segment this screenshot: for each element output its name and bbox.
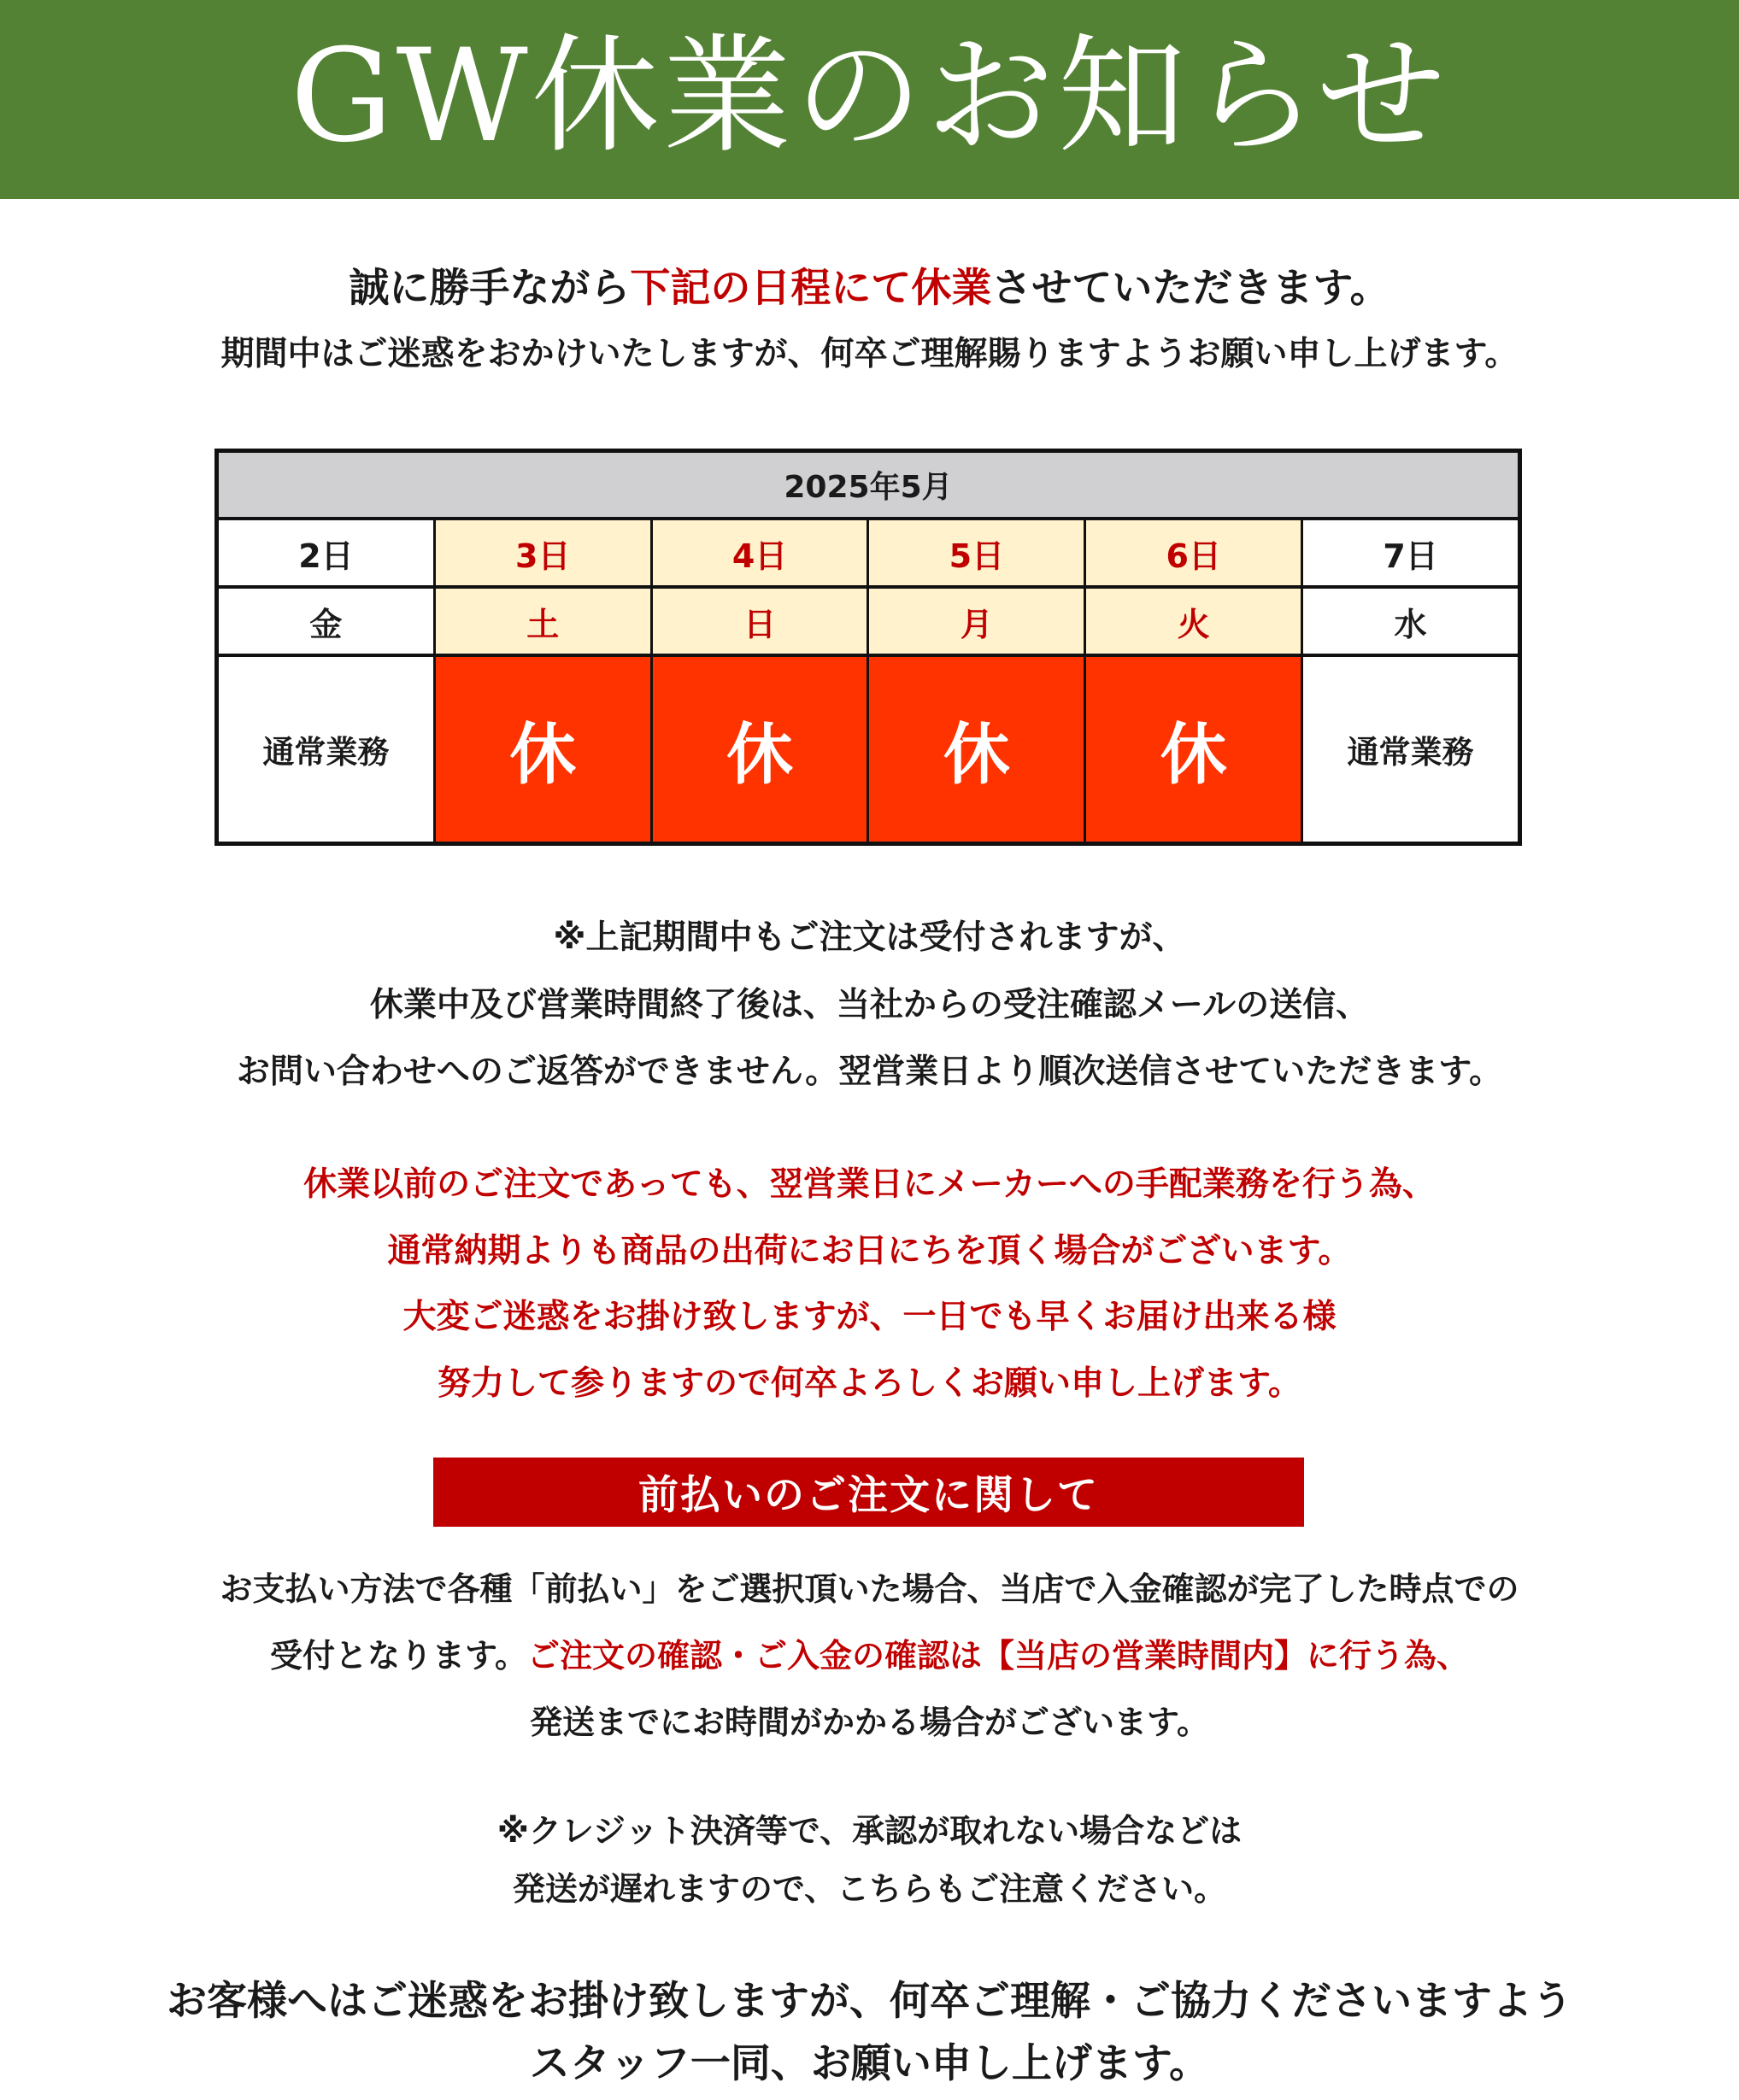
notice-line: ※上記期間中もご注文は受付されますが、 (553, 918, 1186, 957)
weekday-cell: 月 (869, 589, 1086, 654)
weekday-cell: 日 (653, 589, 870, 654)
weekday-cell: 火 (1086, 589, 1303, 654)
calendar-weekday-row (219, 589, 1518, 657)
prepay-section-title: 前払いのご注文に関して (433, 1458, 1304, 1527)
prepay-line (0, 1629, 1739, 1676)
weekday-cell: 金 (219, 589, 436, 654)
date-cell: 3日 (436, 520, 653, 585)
prepay-text-highlight: ご注文の確認・ご入金の確認は【当店の営業時間内】に行う為、 (526, 1637, 1469, 1675)
warning-line: 通常納期よりも商品の出荷にお日にちを頂く場合がございます。 (387, 1232, 1352, 1270)
status-cell-closed: 休 (1086, 657, 1303, 842)
warning-line: 大変ご迷惑をお掛け致しますが、一日でも早くお届け出来る様 (402, 1298, 1337, 1336)
page-title: GW休業のお知らせ (290, 21, 1449, 171)
intro-text-a: 誠に勝手ながら (349, 265, 631, 312)
date-cell: 5日 (869, 520, 1086, 585)
warning-line: 休業以前のご注文であっても、翌営業日にメーカーへの手配業務を行う為、 (303, 1165, 1436, 1204)
weekday-cell: 水 (1394, 605, 1427, 643)
credit-note-line: ※クレジット決済等で、承認が取れない場合などは (496, 1812, 1243, 1850)
calendar-status-row (219, 657, 1518, 842)
closing-line: お客様へはご迷惑をお掛け致しますが、何卒ご理解・ご協力くださいますよう (167, 1978, 1572, 2025)
status-cell-closed: 休 (869, 657, 1086, 842)
credit-note-line: 発送が遅れますので、こちらもご注意ください。 (512, 1870, 1227, 1908)
date-cell: 6日 (1086, 520, 1303, 585)
prepay-line: お支払い方法で各種「前払い」をご選択頂いた場合、当店で入金確認が完了した時点での (220, 1570, 1519, 1608)
date-cell: 2日 (219, 520, 436, 585)
prepay-text-a: 受付となります。 (270, 1637, 527, 1675)
intro-text-c: させていただきます。 (991, 265, 1390, 312)
weekday-cell: 土 (436, 589, 653, 654)
calendar-date-row (219, 520, 1518, 589)
calendar-month: 2025年5月 (219, 453, 1518, 520)
prepay-line: 発送までにお時間がかかる場合がございます。 (530, 1704, 1209, 1741)
closing-line: スタッフ一同、お願い申し上げます。 (529, 2040, 1210, 2087)
notice-line: お問い合わせへのご返答ができません。翌営業日より順次送信させていただきます。 (236, 1053, 1503, 1091)
date-cell: 7日 (1383, 537, 1438, 575)
status-cell-open: 通常業務 (219, 657, 436, 842)
intro-line-1 (0, 256, 1739, 314)
intro-text-highlight: 下記の日程にて休業 (630, 265, 992, 312)
intro-line-2: 期間中はご迷惑をおかけいたしますが、何卒ご理解賜りますようお願い申し上げます。 (220, 335, 1519, 373)
header-banner (0, 0, 1739, 199)
status-cell-open: 通常業務 (1347, 734, 1474, 771)
notice-line: 休業中及び営業時間終了後は、当社からの受注確認メールの送信、 (369, 986, 1370, 1024)
status-cell-closed: 休 (436, 657, 653, 842)
status-cell-closed: 休 (653, 657, 870, 842)
date-cell: 4日 (653, 520, 870, 585)
warning-line: 努力して参りますので何卒よろしくお願い申し上げます。 (438, 1364, 1301, 1403)
calendar-table (214, 449, 1522, 846)
